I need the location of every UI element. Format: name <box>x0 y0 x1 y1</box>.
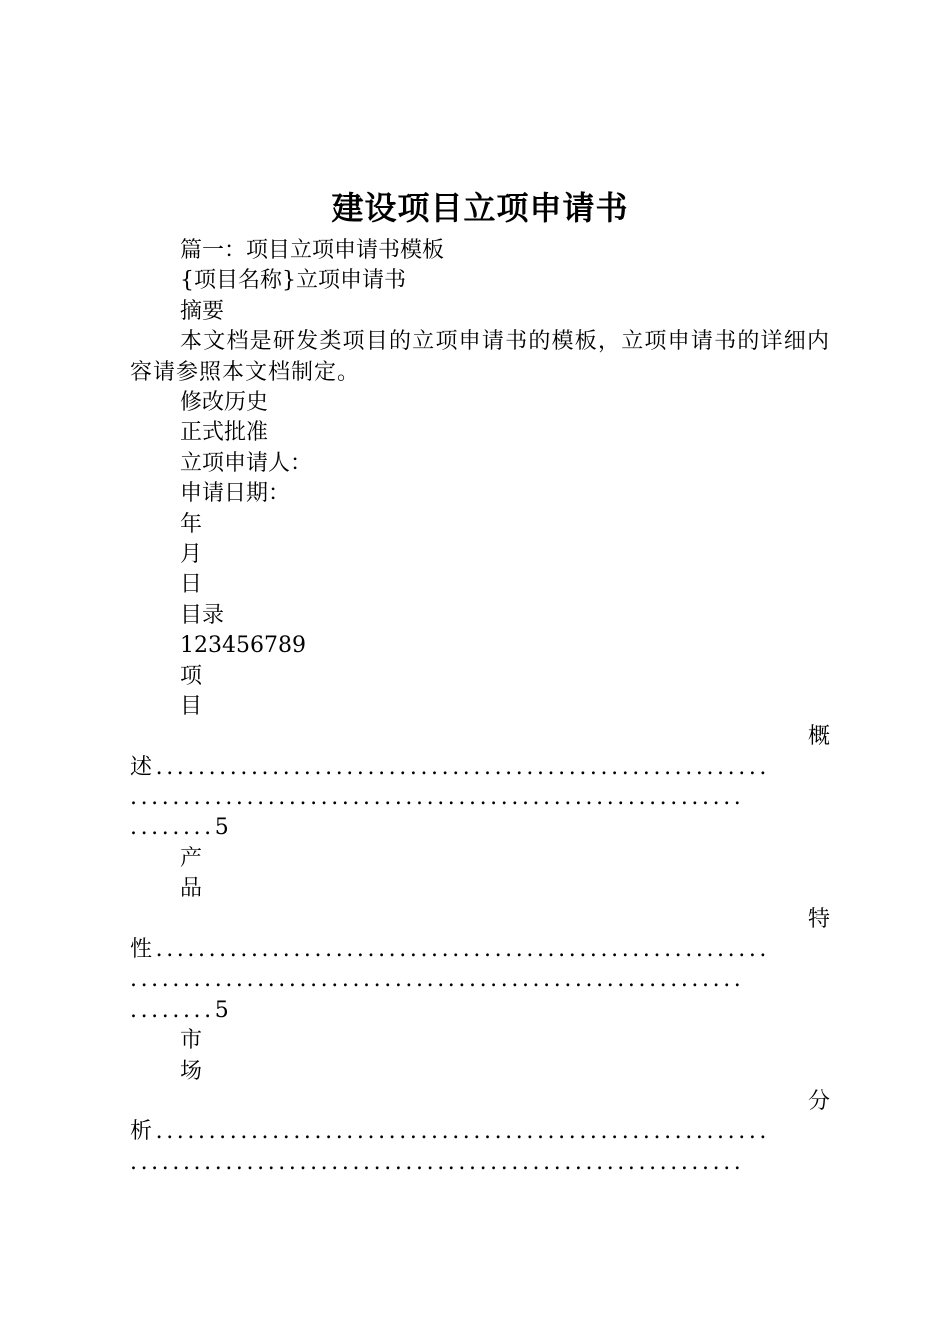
toc-leader-line <box>130 935 830 965</box>
toc-char: 市 <box>180 1028 203 1054</box>
toc-char: 述 <box>130 754 156 780</box>
toc-char: 析 <box>130 1119 156 1145</box>
toc-char: 品 <box>180 876 203 902</box>
toc-entry-overview[interactable] <box>130 662 830 844</box>
toc-char: 产 <box>180 845 203 871</box>
revision-history-heading: 修改历史 <box>180 389 269 415</box>
toc-char: 场 <box>180 1058 203 1084</box>
toc-char: 特 <box>807 906 830 932</box>
abstract-paragraph: 本文档是研发类项目的立项申请书的模板，立项申请书的详细内容请参照本文档制定。 <box>130 329 830 385</box>
date-day: 日 <box>180 572 203 598</box>
toc-leader: .......................................................... <box>155 1119 771 1145</box>
toc-leader-line <box>130 753 830 783</box>
toc-heading: 目录 <box>180 602 225 628</box>
section-heading: 篇一：项目立项申请书模板 <box>180 238 445 263</box>
toc-leader: .......................................................... <box>155 937 771 963</box>
toc-leader: .......................................................... <box>130 785 745 811</box>
toc-char: 分 <box>807 1088 830 1114</box>
abstract-heading: 摘要 <box>180 298 225 324</box>
applicant-label: 立项申请人： <box>180 450 313 476</box>
toc-page-number: ........5 <box>130 997 233 1023</box>
document-body <box>130 236 830 1178</box>
toc-page-number: ........5 <box>130 815 233 841</box>
toc-leader-line <box>130 1117 830 1147</box>
toc-leader: .......................................................... <box>155 754 771 780</box>
toc-char: 性 <box>130 937 156 963</box>
application-date-label: 申请日期： <box>180 481 291 507</box>
formal-approval-heading: 正式批准 <box>180 420 269 446</box>
project-name-line: {项目名称}立项申请书 <box>180 268 406 294</box>
toc-char: 项 <box>180 663 203 689</box>
toc-char: 目 <box>180 693 203 719</box>
document-title: 建设项目立项申请书 <box>331 189 629 227</box>
toc-leader: .......................................................... <box>130 967 745 993</box>
toc-numbers: 123456789 <box>180 633 306 659</box>
toc-leader: .......................................................... <box>130 1149 745 1175</box>
toc-entry-market-analysis[interactable] <box>130 1026 830 1178</box>
date-year: 年 <box>180 511 203 537</box>
toc-char: 概 <box>807 724 830 750</box>
date-month: 月 <box>180 541 203 567</box>
toc-entry-product-features[interactable] <box>130 844 830 1026</box>
